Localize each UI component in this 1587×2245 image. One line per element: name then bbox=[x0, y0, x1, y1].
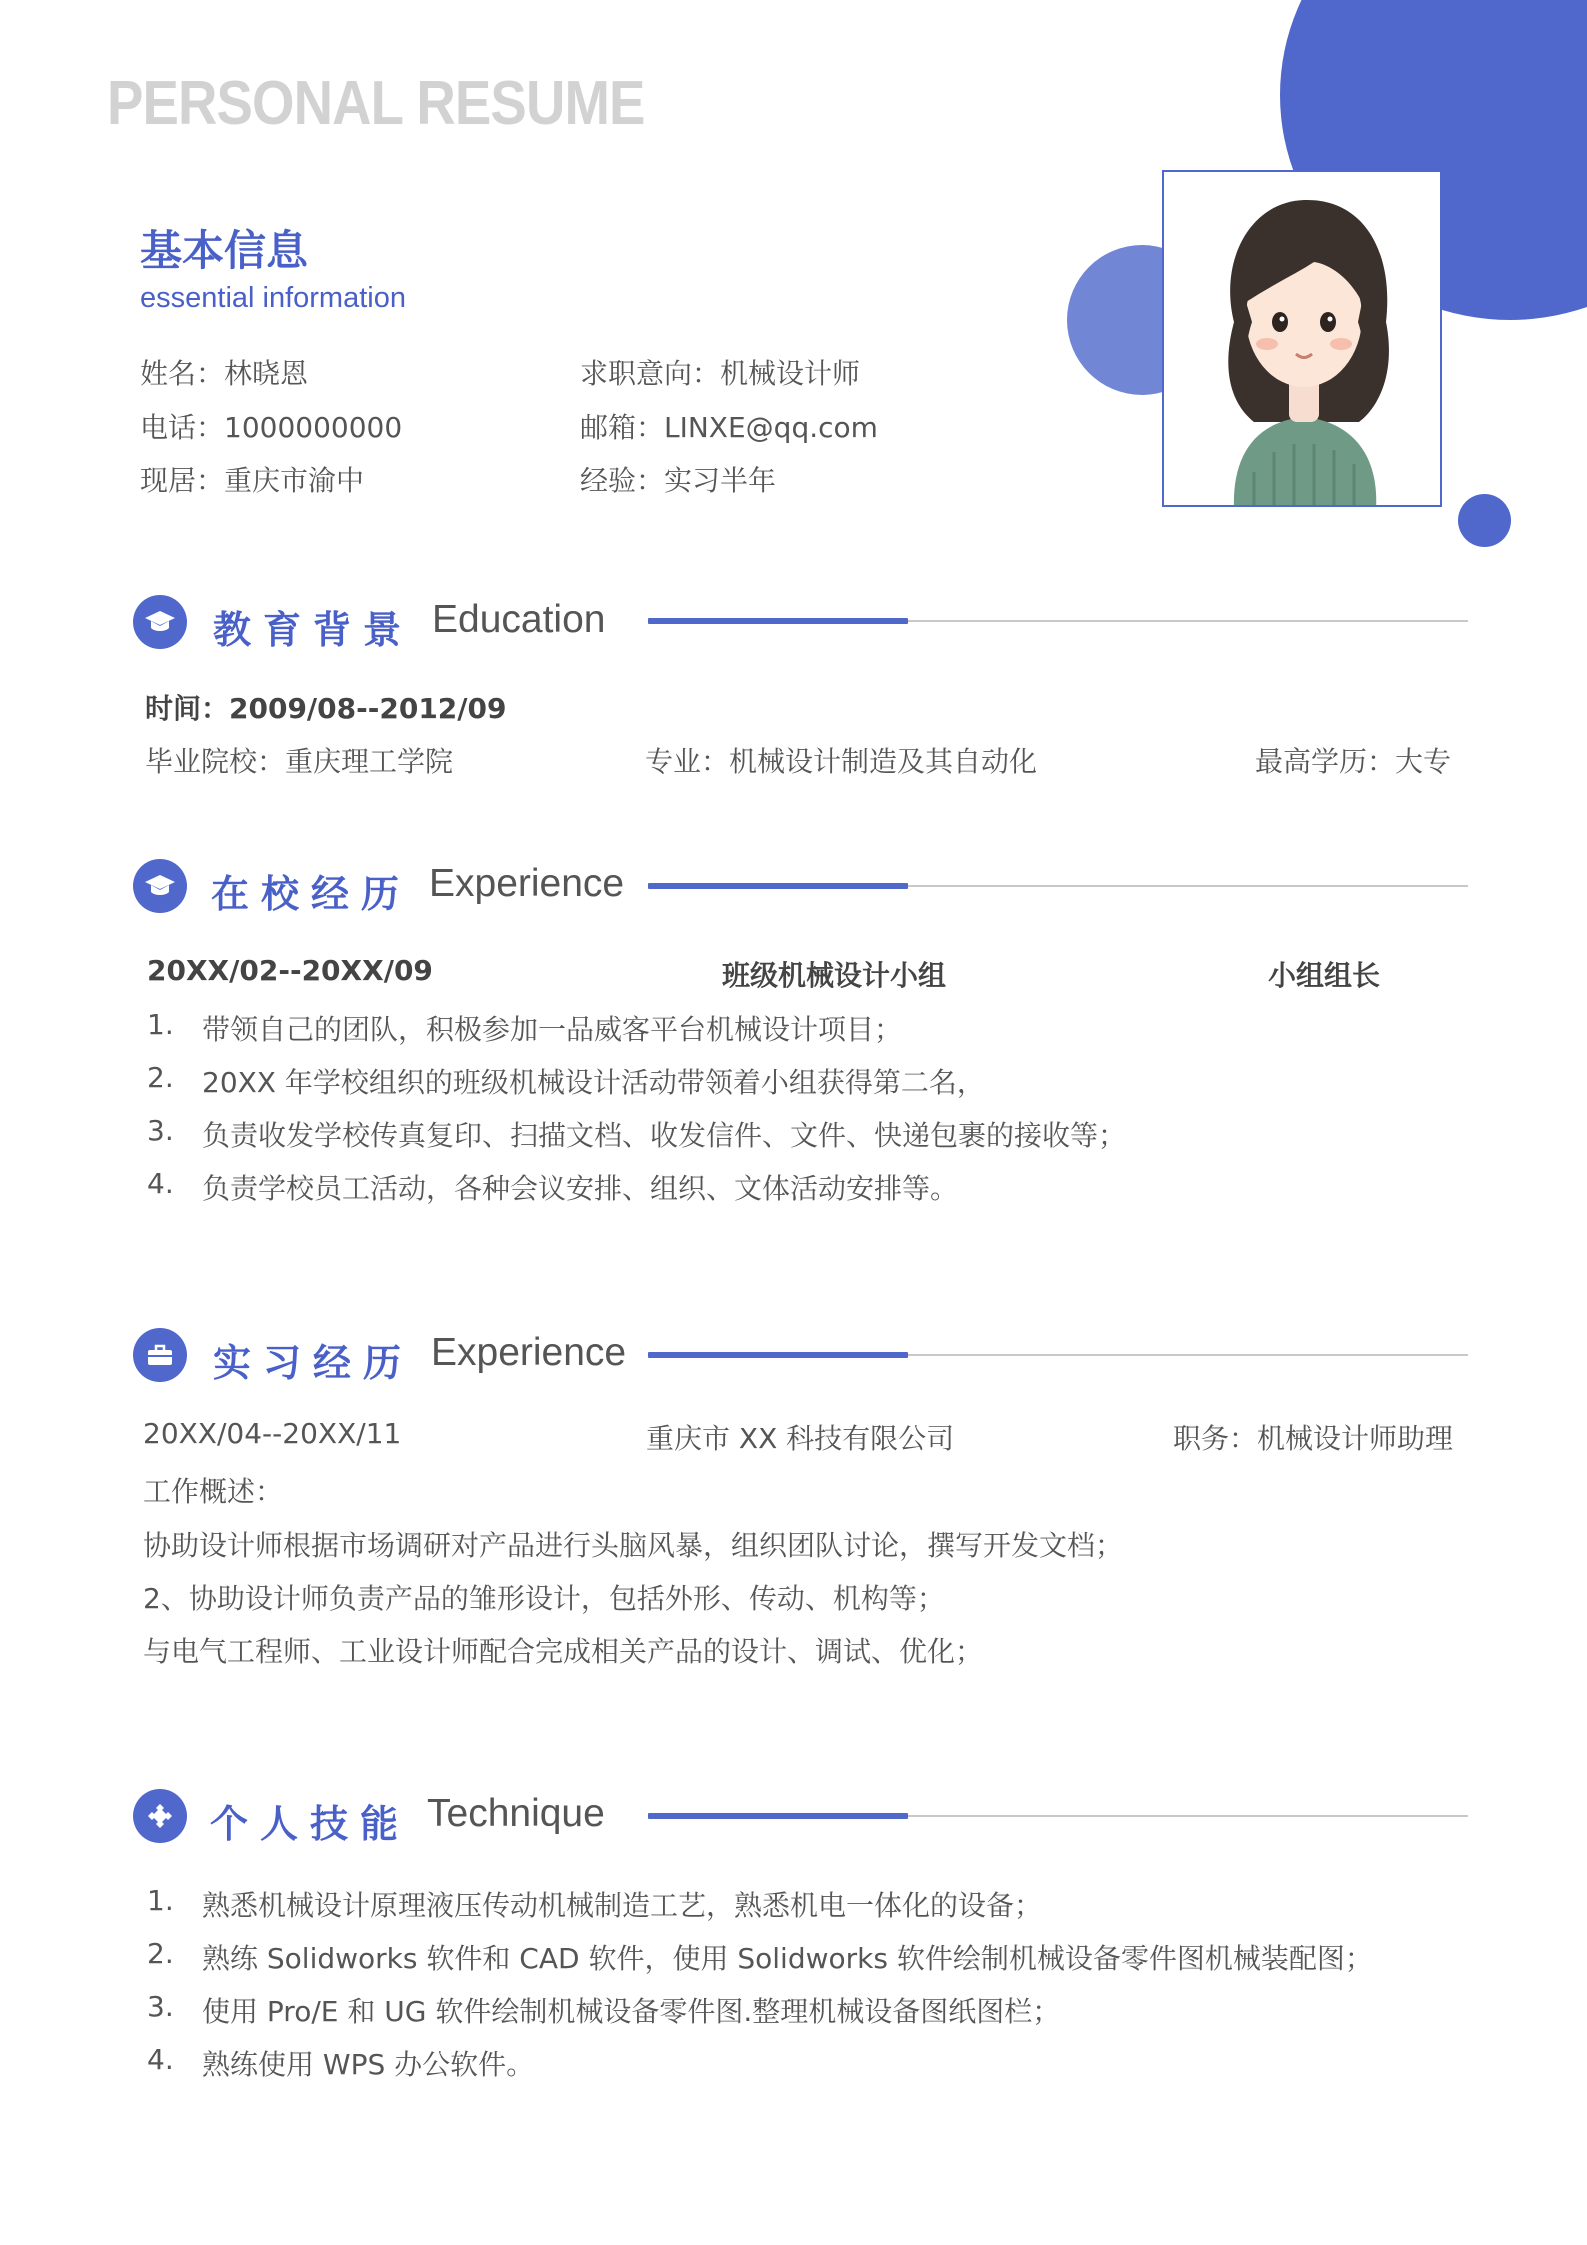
campus-title-en: Experience bbox=[429, 862, 625, 905]
campus-title-cn: 在校经历 bbox=[211, 872, 412, 916]
puzzle-icon bbox=[133, 1789, 187, 1843]
campus-role: 小组组长 bbox=[1268, 959, 1381, 992]
briefcase-icon bbox=[133, 1328, 187, 1382]
internship-title-cn: 实习经历 bbox=[213, 1341, 414, 1385]
graduation-cap-icon bbox=[133, 595, 187, 649]
list-item: 使用 Pro/E 和 UG 软件绘制机械设备零件图.整理机械设备图纸图栏； bbox=[202, 1995, 1061, 2028]
list-item: 熟悉机械设计原理液压传动机械制造工艺，熟悉机电一体化的设备； bbox=[202, 1889, 1043, 1922]
section-divider-accent bbox=[648, 883, 908, 889]
basic-info-title: 基本信息 bbox=[140, 226, 309, 275]
list-item: 带领自己的团队，积极参加一品威客平台机械设计项目； bbox=[202, 1013, 903, 1046]
internship-line: 协助设计师根据市场调研对产品进行头脑风暴，组织团队讨论，撰写开发文档； bbox=[143, 1529, 1124, 1562]
list-item-number: 2. bbox=[147, 1061, 174, 1094]
internship-period: 20XX/04--20XX/11 bbox=[143, 1417, 402, 1450]
list-item-number: 1. bbox=[147, 1884, 174, 1917]
internship-position: 职务：机械设计师助理 bbox=[1173, 1422, 1454, 1455]
avatar-photo bbox=[1162, 170, 1442, 507]
info-intent: 求职意向：机械设计师 bbox=[580, 357, 861, 390]
internship-title-en: Experience bbox=[431, 1331, 627, 1374]
section-divider-accent bbox=[648, 1813, 908, 1819]
education-title-cn: 教育背景 bbox=[213, 608, 414, 652]
info-name: 姓名：林晓恩 bbox=[140, 357, 309, 390]
list-item-number: 2. bbox=[147, 1937, 174, 1970]
internship-line: 与电气工程师、工业设计师配合完成相关产品的设计、调试、优化； bbox=[143, 1635, 984, 1668]
education-time: 时间：2009/08--2012/09 bbox=[145, 692, 507, 725]
section-divider-accent bbox=[648, 1352, 908, 1358]
list-item-number: 4. bbox=[147, 1167, 174, 1200]
info-email: 邮箱：LINXE@qq.com bbox=[580, 411, 878, 444]
decor-circle-small bbox=[1458, 494, 1511, 547]
education-title-en: Education bbox=[432, 598, 606, 641]
basic-info-subtitle: essential information bbox=[140, 282, 406, 314]
skills-title-en: Technique bbox=[427, 1792, 605, 1835]
list-item-number: 1. bbox=[147, 1008, 174, 1041]
list-item-number: 4. bbox=[147, 2043, 174, 2076]
internship-company: 重庆市 XX 科技有限公司 bbox=[646, 1422, 955, 1455]
list-item: 20XX 年学校组织的班级机械设计活动带领着小组获得第二名， bbox=[202, 1066, 985, 1099]
list-item: 负责收发学校传真复印、扫描文档、收发信件、文件、快递包裹的接收等； bbox=[202, 1119, 1127, 1152]
list-item: 熟练 Solidworks 软件和 CAD 软件，使用 Solidworks 软件绘制机械设备零件图机械装配图； bbox=[202, 1942, 1373, 1975]
campus-period: 20XX/02--20XX/09 bbox=[147, 954, 433, 987]
list-item: 负责学校员工活动，各种会议安排、组织、文体活动安排等。 bbox=[202, 1172, 959, 1205]
info-phone: 电话：1000000000 bbox=[140, 411, 403, 444]
education-degree: 最高学历：大专 bbox=[1255, 745, 1452, 778]
internship-line: 2、协助设计师负责产品的雏形设计，包括外形、传动、机构等； bbox=[143, 1582, 945, 1615]
resume-title: PERSONAL RESUME bbox=[107, 69, 645, 138]
campus-org: 班级机械设计小组 bbox=[722, 959, 947, 992]
list-item-number: 3. bbox=[147, 1990, 174, 2023]
education-major: 专业：机械设计制造及其自动化 bbox=[645, 745, 1038, 778]
graduation-cap-icon bbox=[133, 859, 187, 913]
section-divider-accent bbox=[648, 618, 908, 624]
info-location: 现居：重庆市渝中 bbox=[140, 464, 365, 497]
avatar-illustration bbox=[1164, 172, 1442, 507]
education-school: 毕业院校：重庆理工学院 bbox=[145, 745, 454, 778]
list-item: 熟练使用 WPS 办公软件。 bbox=[202, 2048, 535, 2081]
internship-summary-label: 工作概述： bbox=[143, 1475, 284, 1508]
info-experience: 经验：实习半年 bbox=[580, 464, 777, 497]
skills-title-cn: 个人技能 bbox=[210, 1802, 411, 1846]
list-item-number: 3. bbox=[147, 1114, 174, 1147]
